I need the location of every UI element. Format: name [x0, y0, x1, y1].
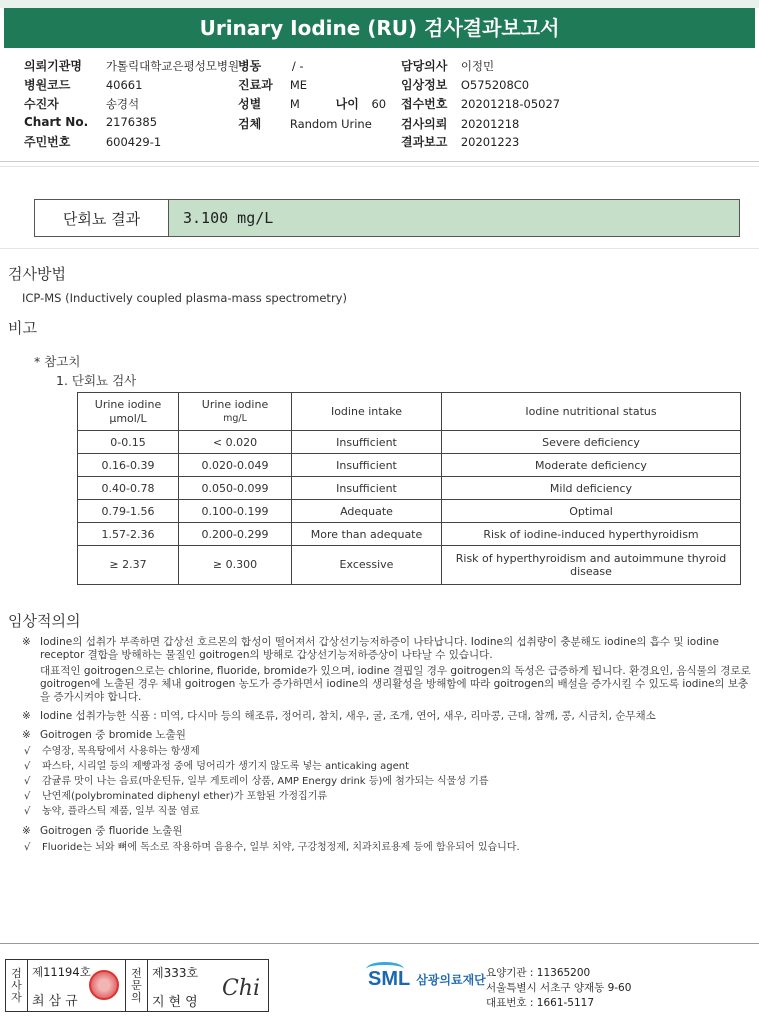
remarks-title: 비고 — [8, 319, 37, 337]
table-cell: Risk of iodine-induced hyperthyroidism — [442, 523, 741, 546]
info-label: 임상정보 — [401, 78, 448, 92]
clinical-item-fluoride — [22, 825, 752, 838]
table-row — [78, 523, 741, 546]
info-value: 20201218-05027 — [460, 97, 561, 111]
table-cell: 0.40-0.78 — [78, 477, 179, 500]
handwritten-signature: Chi — [221, 976, 260, 1001]
inspector-license-no: 제11194호 — [32, 965, 91, 979]
table-cell: 0.16-0.39 — [78, 454, 179, 477]
logo-text — [368, 968, 410, 991]
institution-code: 요양기관 : 11365200 — [486, 967, 591, 979]
info-physician — [401, 57, 494, 74]
table-cell: Optimal — [442, 500, 741, 523]
divider — [0, 248, 759, 249]
divider — [0, 166, 759, 167]
clinical-item-iodine — [22, 636, 752, 704]
list-item-text: 농약, 플라스틱 제품, 일부 직물 염료 — [42, 806, 200, 817]
table-cell: Adequate — [292, 500, 442, 523]
info-value: 20201223 — [460, 135, 520, 149]
table-row — [78, 500, 741, 523]
tag-char: 자 — [11, 990, 22, 1004]
report-title: Urinary Iodine (RU) 검사결과보고서 — [4, 8, 755, 48]
inspector-name: 최삼규 — [32, 994, 82, 1009]
table-cell: Insufficient — [292, 477, 442, 500]
info-value: M — [289, 97, 300, 111]
check-icon: √ — [24, 791, 31, 802]
institution-address-line: 서울특별시 서초구 양재동 9-60 — [486, 982, 632, 994]
clinical-section — [22, 636, 752, 855]
info-label: 병동 — [238, 59, 262, 73]
method-title: 검사방법 — [8, 265, 66, 283]
specialist-license-no: 제333호 — [152, 966, 199, 980]
list-item — [22, 840, 752, 855]
seal-stamp-icon — [89, 970, 119, 1000]
info-value: 이정민 — [460, 59, 495, 73]
info-resident-no — [24, 133, 161, 150]
list-item — [22, 744, 752, 759]
header-unit: μmol/L — [109, 411, 147, 425]
info-label: 의뢰기관명 — [24, 59, 82, 73]
table-header-umol — [78, 393, 179, 431]
table-row — [78, 546, 741, 585]
info-label: 성별 — [238, 97, 262, 111]
inspector-cell — [28, 960, 126, 1011]
table-cell: 0.020-0.049 — [179, 454, 292, 477]
reference-title: * 참고치 — [34, 354, 81, 369]
clinical-item-foods — [22, 710, 752, 723]
info-label: 검체 — [238, 117, 262, 131]
table-cell: < 0.020 — [179, 431, 292, 454]
table-cell: 0.100-0.199 — [179, 500, 292, 523]
info-value: 600429-1 — [105, 135, 162, 149]
info-label: Chart No. — [24, 115, 89, 129]
info-value: / - — [291, 59, 304, 73]
check-icon: √ — [24, 746, 31, 757]
info-clinical-info — [401, 76, 529, 93]
header-unit: mg/L — [223, 413, 247, 425]
specialist-name: 지현영 — [152, 995, 202, 1010]
info-value: 송경석 — [105, 97, 140, 111]
info-sex — [238, 95, 386, 112]
table-cell: Insufficient — [292, 431, 442, 454]
info-value: 2176385 — [105, 115, 158, 129]
info-value: 40661 — [105, 78, 143, 92]
method-text: ICP-MS (Inductively coupled plasma-mass spectrometry) — [22, 291, 347, 305]
table-cell: More than adequate — [292, 523, 442, 546]
info-label: 검사의뢰 — [401, 117, 448, 131]
table-cell: Mild deficiency — [442, 477, 741, 500]
table-cell: 0.200-0.299 — [179, 523, 292, 546]
clinical-paragraph: Iodine의 섭취가 부족하면 갑상선 호르몬의 합성이 떨어져서 갑상선기능저하증이 나타납니다. Iodine의 섭취량이 충분해도 iodine의 흡수 및 iodine receptor 결합을 방해하는 물질인 goitrogen의 방해로 갑상선기능저하증상이 나타날 수 있습니다. — [40, 636, 719, 661]
table-cell: Risk of hyperthyroidism and autoimmune thyroid disease — [442, 546, 741, 585]
table-cell: 0.79-1.56 — [78, 500, 179, 523]
info-department — [238, 76, 307, 93]
clinical-paragraph: Iodine 섭취가능한 식품 : 미역, 다시마 등의 해조류, 정어리, 참치, 새우, 굴, 조개, 연어, 새우, 리마콩, 근대, 참깨, 콩, 시금치, 순무채소 — [40, 710, 656, 722]
info-patient — [24, 95, 139, 112]
list-item — [22, 789, 752, 804]
reference-mark-icon: ※ — [22, 636, 31, 648]
specialist-cell — [148, 960, 268, 1011]
specialist-tag — [126, 960, 148, 1011]
tag-char: 전 — [131, 966, 142, 980]
logo-arc-icon — [366, 962, 404, 976]
table-header-row — [78, 393, 741, 431]
info-ward — [238, 57, 304, 74]
table-cell: ≥ 2.37 — [78, 546, 179, 585]
info-value: 20201218 — [460, 117, 520, 131]
table-cell: Excessive — [292, 546, 442, 585]
clinical-paragraph: 대표적인 goitrogen으로는 chlorine, fluoride, bromide가 있으며, iodine 결핍일 경우 goitrogen의 독성은 급증하게 됩니다. 환경요인, 음식물의 경로로 goitrogen에 노출된 경우 체내 goitrogen 농도가 증가하면서 iodine의 생리활성을 방해함에 따라 goitrogen의 배설을 증가시킬 수 있도록 iodine의 보충을 증가시켜야 합니다. — [40, 665, 751, 703]
inspector-tag — [6, 960, 28, 1011]
table-cell: ≥ 0.300 — [179, 546, 292, 585]
tag-char: 의 — [131, 990, 142, 1004]
footer-divider — [0, 943, 759, 944]
logo-letters: SML — [368, 968, 411, 990]
table-cell: Severe deficiency — [442, 431, 741, 454]
info-requesting-institution — [24, 57, 239, 74]
info-value: O575208C0 — [460, 78, 530, 92]
list-item-text: Fluoride는 뇌와 뼈에 독소로 작용하며 음용수, 일부 치약, 구강청정제, 치과치료용제 등에 함유되어 있습니다. — [42, 842, 520, 853]
fluoride-title: Goitrogen 중 fluoride 노출원 — [40, 825, 183, 837]
list-item-text: 감귤류 맛이 나는 음료(마운틴듀, 일부 게토레이 상품, AMP Energy drink 등)에 첨가되는 식물성 기름 — [42, 776, 489, 787]
table-row — [78, 431, 741, 454]
logo-label: 삼광의료재단 — [416, 973, 486, 987]
list-item-text: 수영장, 목욕탕에서 사용하는 항생제 — [42, 746, 200, 757]
info-label: 수진자 — [24, 97, 59, 111]
result-box — [34, 199, 740, 237]
info-value: 60 — [371, 97, 387, 111]
info-label: 접수번호 — [401, 97, 448, 111]
header-text: Urine iodine — [94, 398, 162, 412]
sml-logo — [368, 968, 486, 991]
table-row — [78, 477, 741, 500]
info-value: ME — [289, 78, 308, 92]
info-specimen — [238, 115, 372, 132]
info-value: Random Urine — [289, 117, 372, 131]
reference-mark-icon: ※ — [22, 710, 31, 722]
clinical-item-bromide — [22, 729, 752, 742]
list-item — [22, 774, 752, 789]
info-label: 주민번호 — [24, 135, 71, 149]
info-label: 나이 — [335, 97, 359, 111]
top-band — [0, 0, 759, 8]
info-hospital-code — [24, 76, 142, 93]
table-header-intake: Iodine intake — [292, 393, 442, 431]
divider — [0, 161, 759, 162]
clinical-title: 임상적의의 — [8, 612, 81, 630]
check-icon: √ — [24, 806, 31, 817]
check-icon: √ — [24, 776, 31, 787]
info-report-date — [401, 133, 519, 150]
reference-table — [77, 392, 741, 585]
tag-char: 사 — [11, 978, 22, 992]
table-cell: 0.050-0.099 — [179, 477, 292, 500]
result-label: 단회뇨 결과 — [35, 200, 169, 236]
reference-mark-icon: ※ — [22, 729, 31, 741]
list-item — [22, 804, 752, 819]
reference-mark-icon: ※ — [22, 825, 31, 837]
info-request-date — [401, 115, 519, 132]
header-text: Urine iodine — [201, 398, 269, 412]
list-item-text: 파스타, 시리얼 등의 제빵과정 중에 덩어리가 생기지 않도록 넣는 anticaking agent — [42, 761, 410, 772]
table-cell: Moderate deficiency — [442, 454, 741, 477]
table-cell: 0-0.15 — [78, 431, 179, 454]
info-label: 병원코드 — [24, 78, 71, 92]
bromide-title: Goitrogen 중 bromide 노출원 — [40, 729, 186, 741]
table-cell: 1.57-2.36 — [78, 523, 179, 546]
tag-char: 문 — [131, 978, 142, 992]
info-label: 결과보고 — [401, 135, 448, 149]
tag-char: 검 — [11, 966, 22, 980]
info-label: 담당의사 — [401, 59, 448, 73]
table-row — [78, 454, 741, 477]
signature-box — [5, 959, 269, 1012]
info-label: 진료과 — [238, 78, 273, 92]
check-icon: √ — [24, 761, 31, 772]
table-cell: Insufficient — [292, 454, 442, 477]
table-header-mg — [179, 393, 292, 431]
list-item-text: 난연제(polybrominated diphenyl ether)가 포함된 가정집기류 — [42, 791, 328, 802]
institution-address — [486, 966, 631, 1011]
institution-phone: 대표번호 : 1661-5117 — [486, 997, 595, 1009]
reference-subtitle: 1. 단회뇨 검사 — [56, 373, 137, 388]
check-icon: √ — [24, 842, 31, 853]
result-value: 3.100 mg/L — [169, 200, 739, 236]
list-item — [22, 759, 752, 774]
info-chart-no — [24, 115, 157, 129]
info-value: 가톨릭대학교은평성모병원 — [105, 59, 240, 73]
table-header-status: Iodine nutritional status — [442, 393, 741, 431]
info-receipt-no — [401, 95, 560, 112]
